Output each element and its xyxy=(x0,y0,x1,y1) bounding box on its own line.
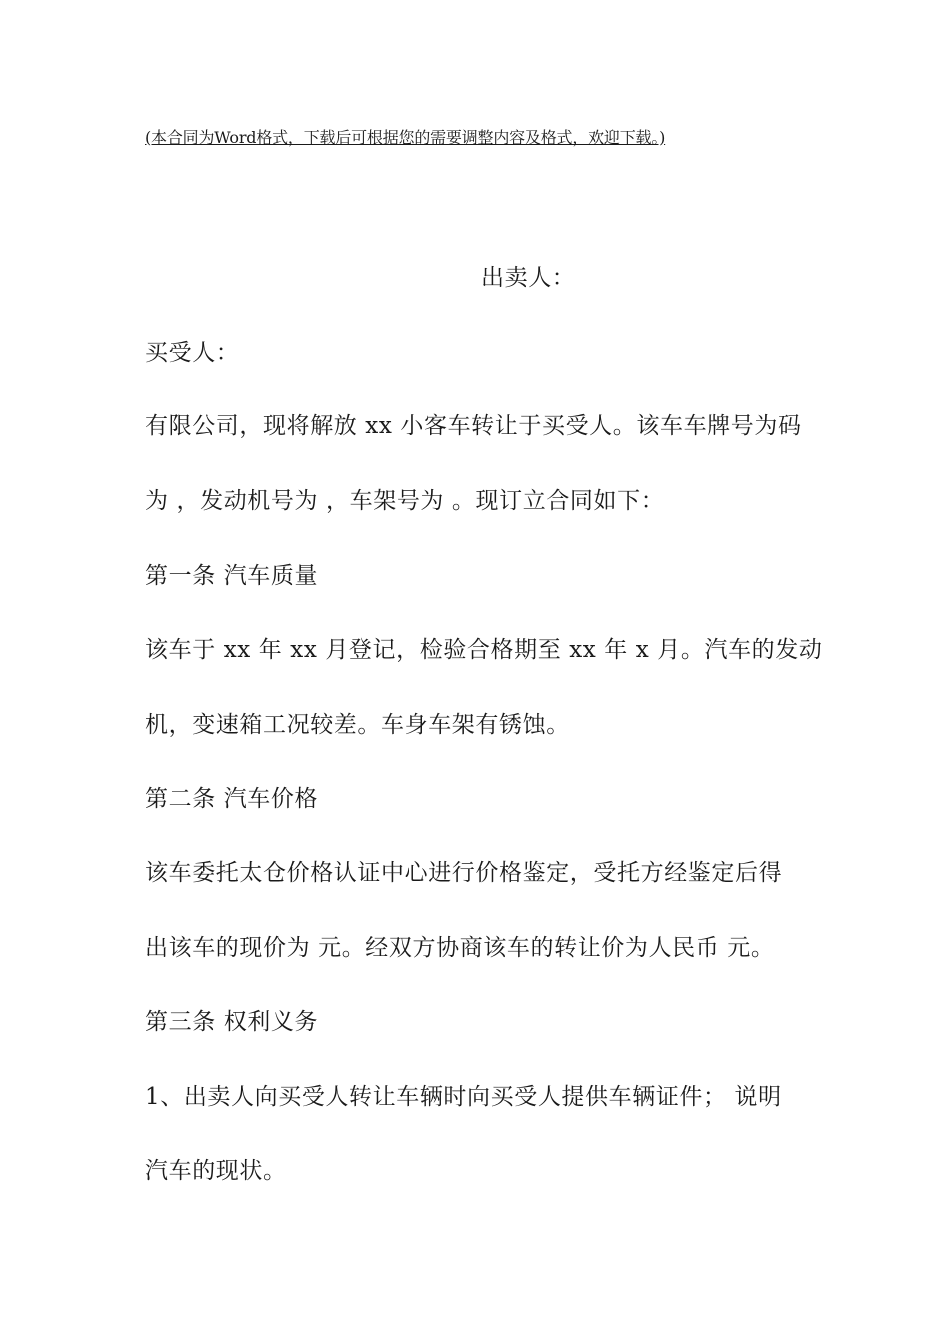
article-1-title: 第一条 汽车质量 xyxy=(145,563,319,589)
article-3-line-2: 汽车的现状。 xyxy=(145,1158,287,1184)
intro-line-2: 为 ，发动机号为 ，车架号为 。现订立合同如下： xyxy=(145,488,665,514)
seller-label: 出卖人： xyxy=(481,265,576,291)
article-3-title: 第三条 权利义务 xyxy=(145,1009,319,1035)
article-3-line-1: 1、出卖人向买受人转让车辆时向买受人提供车辆证件； 说明 xyxy=(145,1084,782,1110)
article-1-line-1: 该车于 xx 年 xx 月登记，检验合格期至 xx 年 x 月。汽车的发动 xyxy=(145,637,823,663)
buyer-label: 买受人： xyxy=(145,340,240,366)
intro-line-1: 有限公司，现将解放 xx 小客车转让于买受人。该车车牌号为码 xyxy=(145,413,802,439)
article-1-line-2: 机，变速箱工况较差。车身车架有锈蚀。 xyxy=(145,712,570,738)
article-2-line-1: 该车委托太仓价格认证中心进行价格鉴定，受托方经鉴定后得 xyxy=(145,860,783,886)
download-notice: (本合同为Word格式，下载后可根据您的需要调整内容及格式，欢迎下载。) xyxy=(145,128,666,147)
article-2-title: 第二条 汽车价格 xyxy=(145,786,319,812)
article-2-line-2: 出该车的现价为 元。经双方协商该车的转让价为人民币 元。 xyxy=(145,935,775,961)
